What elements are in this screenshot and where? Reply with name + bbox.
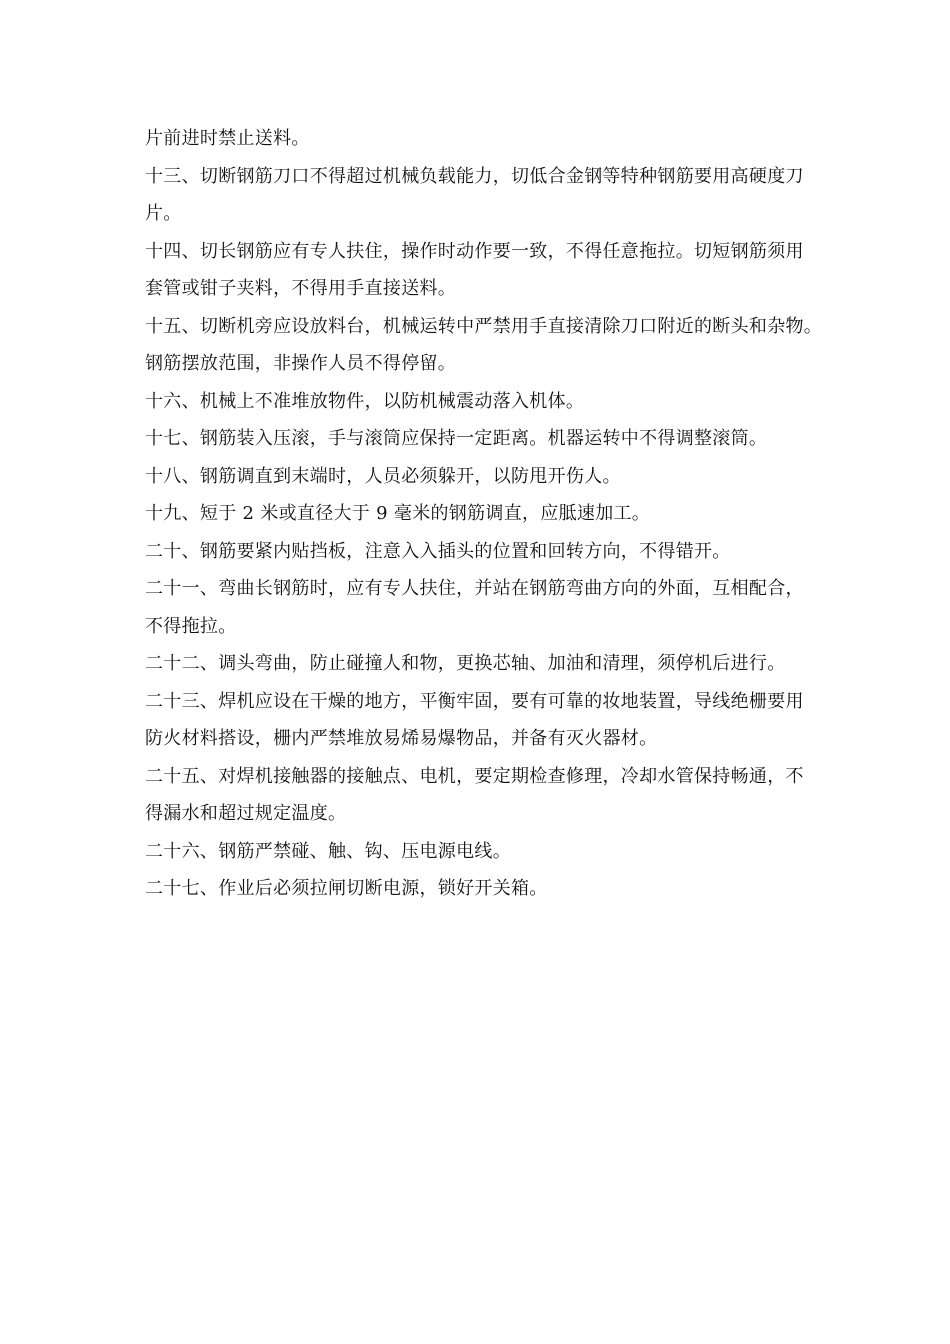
text-line: 十九、短于 2 米或直径大于 9 毫米的钢筋调直，应胝速加工。 (145, 503, 651, 524)
text-line: 二十、钢筋要紧内贴挡板，注意入入插头的位置和回转方向，不得错开。 (145, 540, 731, 562)
text-line: 十六、机械上不准堆放物件，以防机械震动落入机体。 (145, 390, 585, 412)
text-line: 二十三、焊机应设在干燥的地方，平衡牢固，要有可靠的妆地装置，导线绝栅要用 (145, 690, 804, 712)
text-line: 十八、钢筋调直到末端时，人员必须躲开，以防甩开伤人。 (145, 465, 621, 487)
text-line: 得漏水和超过规定温度。 (145, 803, 347, 824)
document-body (145, 120, 865, 908)
text-line: 二十二、调头弯曲，防止碰撞人和物，更换芯轴、加油和清理，须停机后进行。 (145, 653, 786, 674)
text-line: 片。 (145, 203, 182, 224)
text-line: 二十六、钢筋严禁碰、触、钩、压电源电线。 (145, 840, 511, 862)
text-line: 二十一、弯曲长钢筋时，应有专人扶住，并站在钢筋弯曲方向的外面，互相配合， (145, 578, 804, 599)
text-line: 十五、切断机旁应设放料台，机械运转中严禁用手直接清除刀口附近的断头和杂物。 (145, 315, 823, 337)
text-line: 套管或钳子夹料，不得用手直接送料。 (145, 278, 457, 299)
text-line: 二十七、作业后必须拉闸切断电源，锁好开关箱。 (145, 878, 548, 899)
text-line: 二十五、对焊机接触器的接触点、电机，要定期检查修理，冷却水管保持畅通，不 (145, 765, 804, 787)
text-line: 钢筋摆放范围，非操作人员不得停留。 (145, 353, 457, 374)
text-line: 防火材料搭设，栅内严禁堆放易烯易爆物品，并备有灭火器材。 (145, 728, 658, 749)
text-line: 不得拖拉。 (145, 615, 237, 637)
text-line: 十三、切断钢筋刀口不得超过机械负载能力，切低合金钢等特种钢筋要用高硬度刀 (145, 165, 804, 187)
text-line: 片前进时禁止送料。 (145, 128, 310, 149)
text-line: 十四、切长钢筋应有专人扶住，操作时动作要一致，不得任意拖拉。切短钢筋须用 (145, 240, 804, 262)
text-line: 十七、钢筋装入压滚，手与滚筒应保持一定距离。机器运转中不得调整滚筒。 (145, 428, 768, 449)
